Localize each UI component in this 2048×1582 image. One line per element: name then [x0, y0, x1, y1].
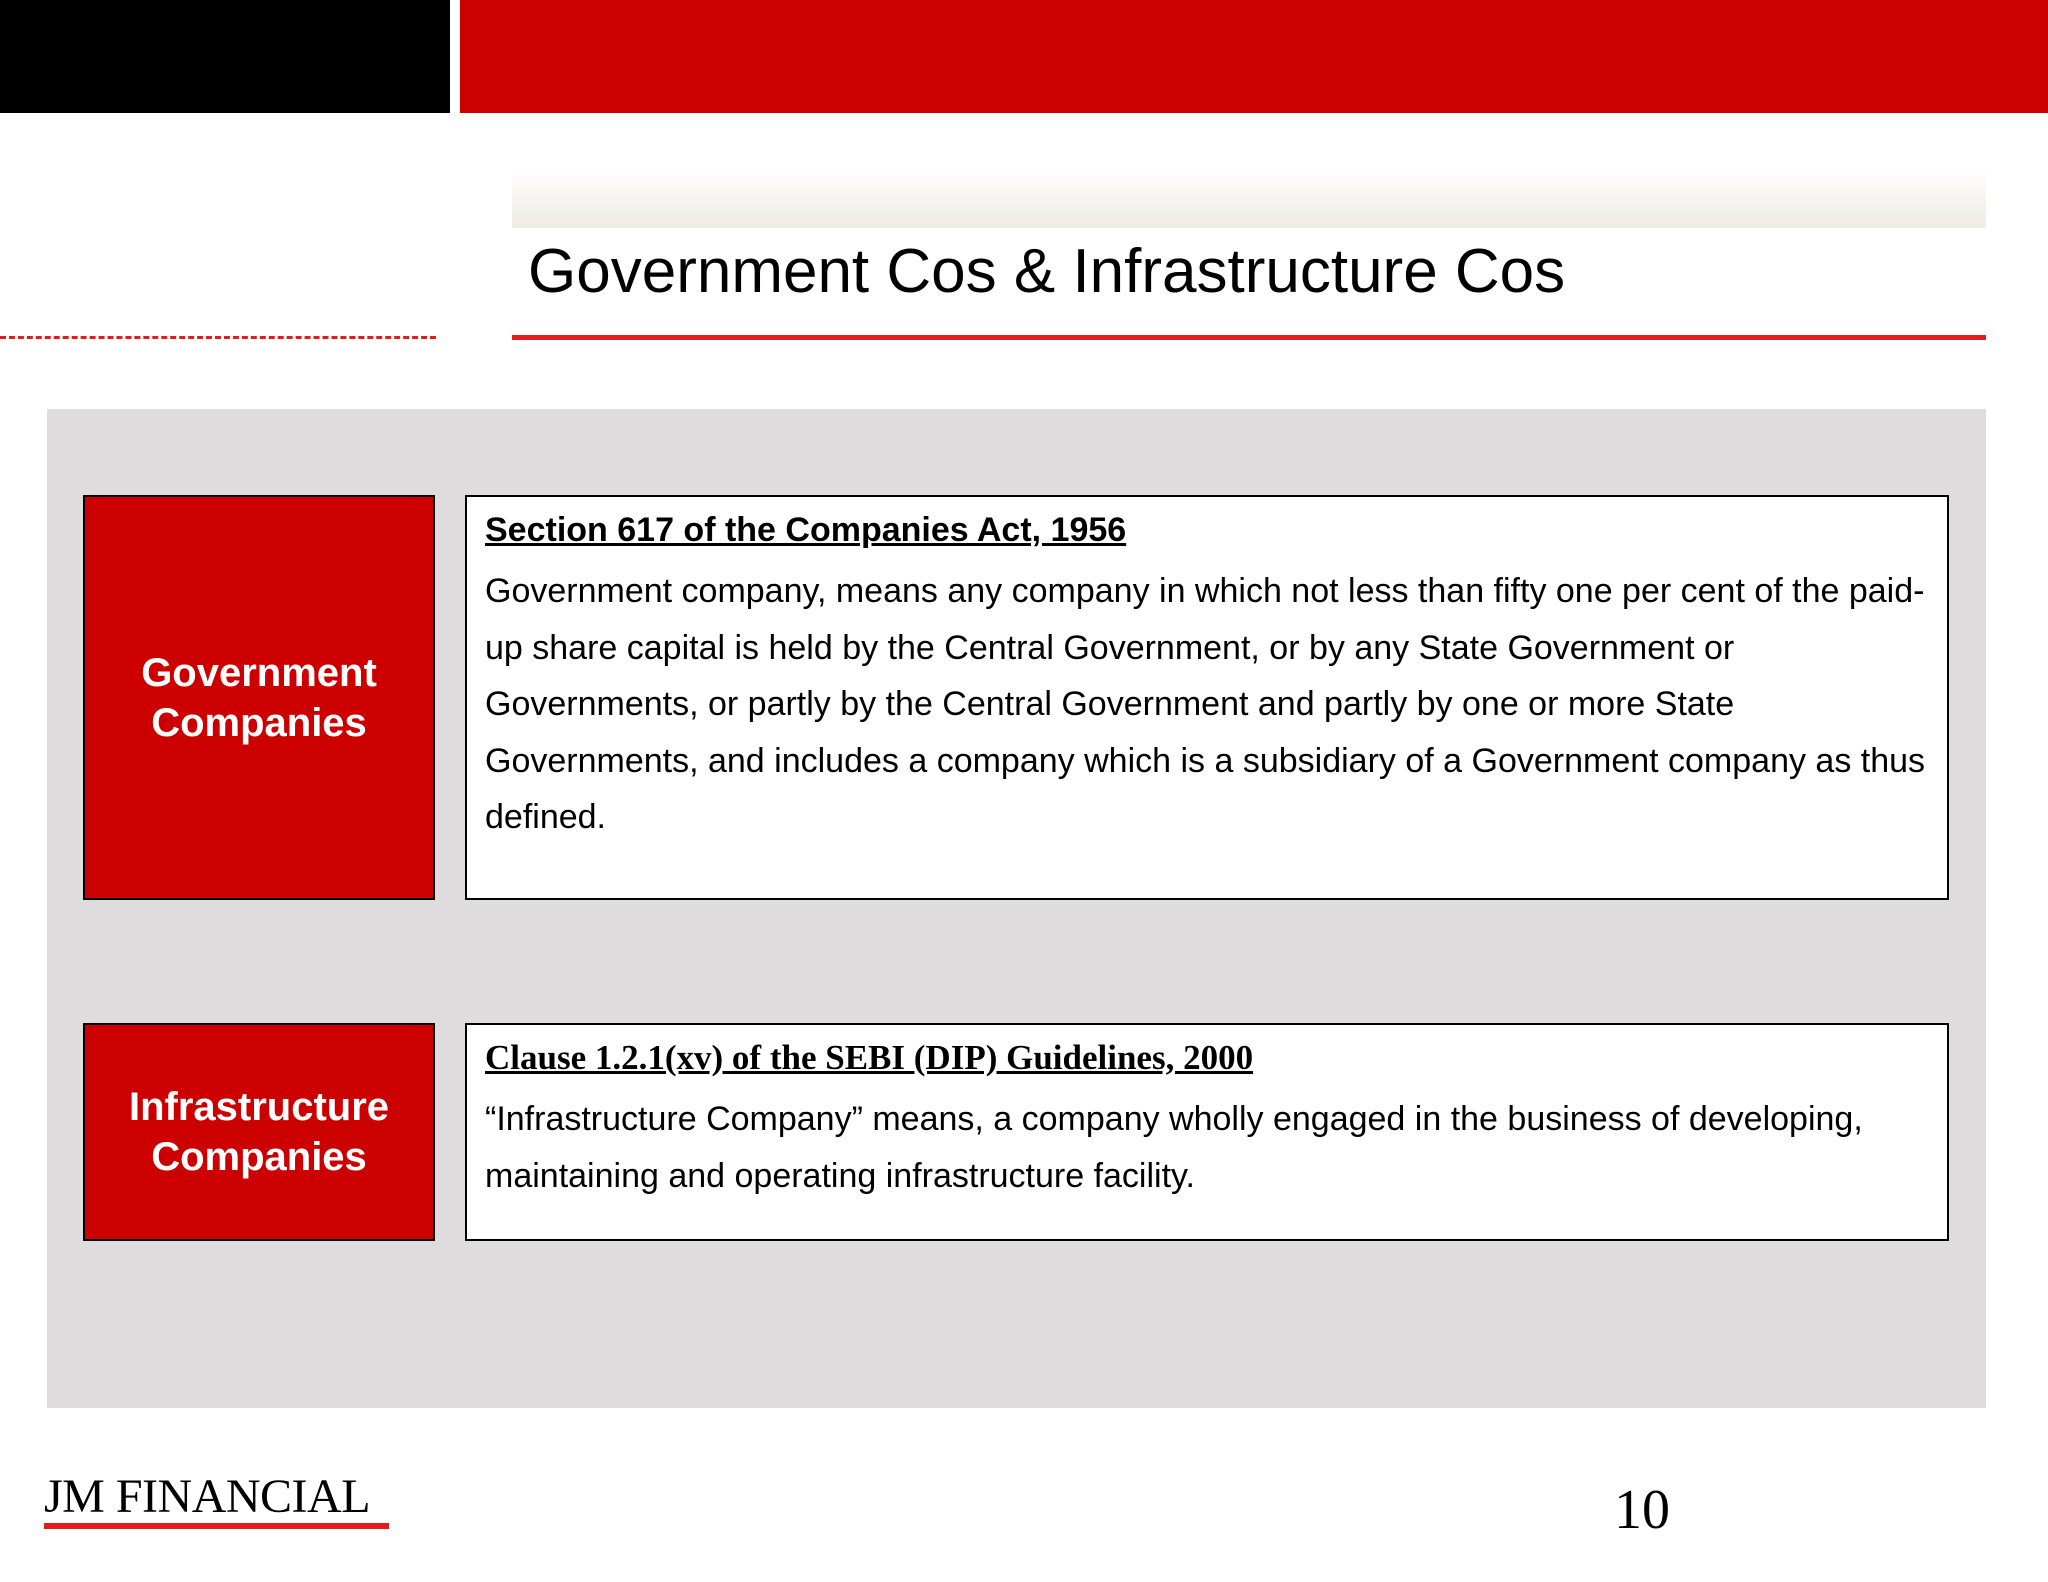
government-companies-label-box [83, 495, 435, 900]
title-underline [512, 335, 1986, 340]
government-definition-box [465, 495, 1949, 900]
infrastructure-companies-label: Infrastructure Companies [128, 1085, 390, 1179]
government-definition-body: Government company, means any company in which not less than fifty one per cent of the paid-up share capital is held by the Central Government, or by any State Government or Governments, or partly by the Central Government and partly by one or more State Governments, and includes a company which is a subsidiary of a Government company as thus defined. [485, 572, 1926, 836]
header-red-bar [460, 0, 2048, 113]
government-companies-label: Government Companies [141, 650, 377, 745]
slide-title: Government Cos & Infrastructure Cos [528, 237, 1566, 306]
jm-financial-logo: JM FINANCIAL [44, 1470, 371, 1523]
page-number: 10 [1614, 1479, 1670, 1541]
dashed-divider [0, 336, 436, 339]
government-definition-heading: Section 617 of the Companies Act, 1956 [485, 511, 1127, 549]
title-gradient-band [512, 166, 1986, 228]
infrastructure-definition-heading: Clause 1.2.1(xv) of the SEBI (DIP) Guidelines, 2000 [485, 1038, 1254, 1077]
infrastructure-definition-box [465, 1023, 1949, 1241]
infrastructure-companies-label-box [83, 1023, 435, 1241]
logo-underline [44, 1523, 389, 1529]
infrastructure-definition-body: “Infrastructure Company” means, a company wholly engaged in the business of developing, maintaining and operating infrastructure facility. [485, 1100, 1863, 1195]
header-black-bar [0, 0, 450, 113]
